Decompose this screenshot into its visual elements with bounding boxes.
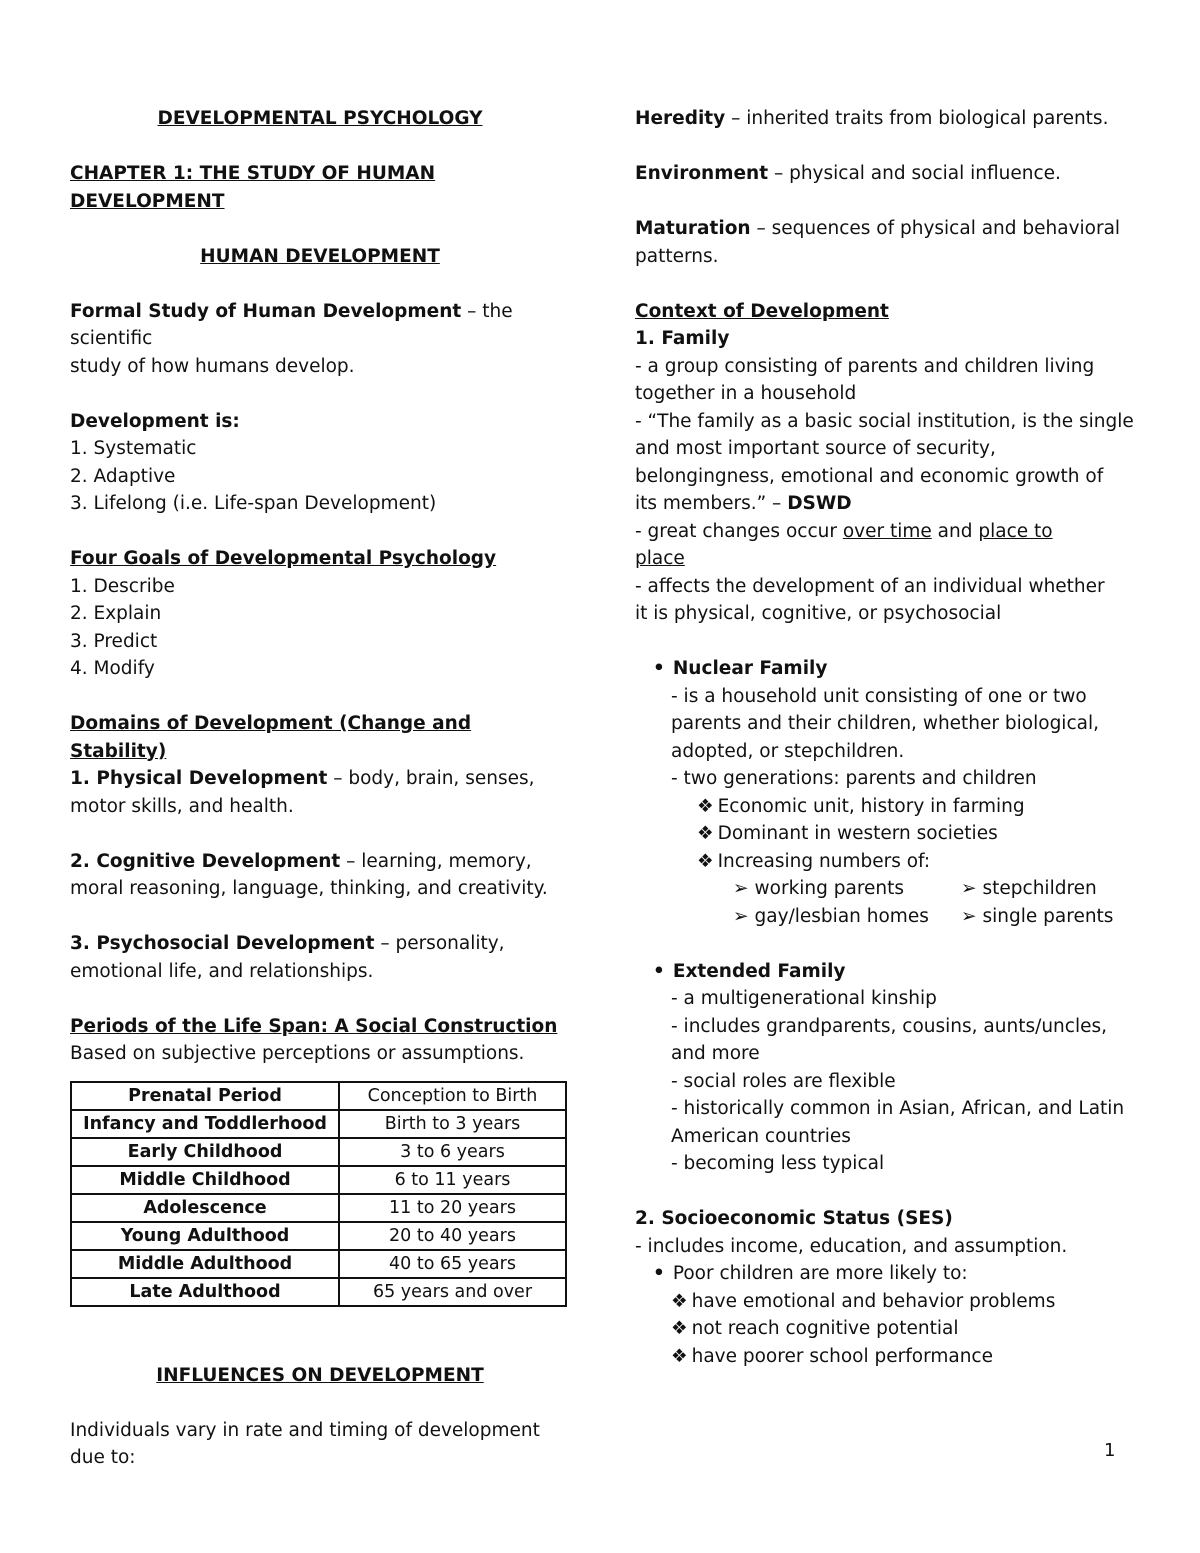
- ses-bullet: • Poor children are more likely to:: [635, 1260, 1135, 1288]
- extended-line: - includes grandparents, cousins, aunts/uncles,: [671, 1015, 1107, 1037]
- list-item: 1. Systematic: [70, 438, 197, 459]
- nuclear-diamond-item: ❖ Increasing numbers of:: [635, 848, 1135, 876]
- extended-line: - historically common in Asian, African, and Latin: [671, 1098, 1125, 1119]
- ses-diamond-item: ❖ have emotional and behavior problems: [635, 1288, 1135, 1316]
- nuclear-diamond-item: ❖ Dominant in western societies: [635, 820, 1135, 848]
- extended-line: - becoming less typical: [671, 1153, 885, 1174]
- extended-line: and more: [671, 1043, 760, 1064]
- period-name: Prenatal Period: [71, 1082, 339, 1110]
- table-row: [71, 1250, 566, 1278]
- domains-heading: Domains of Development (Change and Stability): [70, 713, 472, 762]
- influences-text-cont: due to:: [70, 1447, 136, 1468]
- list-item: 3. Predict: [70, 630, 158, 652]
- influences-heading: INFLUENCES ON DEVELOPMENT: [156, 1364, 484, 1386]
- arrow-item: ➢ gay/lesbian homes: [733, 903, 961, 931]
- nuclear-diamond-item: ❖ Economic unit, history in farming: [635, 793, 1135, 821]
- psychosocial-development: 3. Psychosocial Development – personality,: [70, 933, 505, 954]
- table-row: [71, 1110, 566, 1138]
- ses-diamond-item: ❖ have poorer school performance: [635, 1343, 1135, 1371]
- family-changes-cont: place: [635, 548, 685, 569]
- arrow-item: ➢ stepchildren: [961, 875, 1097, 903]
- list-item: 2. Adaptive: [70, 465, 176, 487]
- goals-heading: Four Goals of Developmental Psychology: [70, 548, 497, 569]
- family-line: - “The family as a basic social institution, is the single: [635, 410, 1134, 432]
- section-heading: HUMAN DEVELOPMENT: [200, 245, 440, 267]
- table-row: [71, 1194, 566, 1222]
- period-name: Middle Childhood: [71, 1166, 339, 1194]
- list-item: 3. Lifelong (i.e. Life-span Development): [70, 493, 437, 514]
- ses-heading: 2. Socioeconomic Status (SES): [635, 1208, 953, 1229]
- period-range: 20 to 40 years: [339, 1222, 566, 1250]
- list-item: 2. Explain: [70, 603, 162, 624]
- physical-development-cont: motor skills, and health.: [70, 795, 294, 817]
- psychosocial-development-cont: emotional life, and relationships.: [70, 960, 374, 982]
- physical-development: 1. Physical Development – body, brain, senses,: [70, 768, 535, 789]
- left-column: [70, 105, 570, 1472]
- cognitive-development: 2. Cognitive Development – learning, memory,: [70, 850, 532, 872]
- family-affects: - affects the development of an individual whether: [635, 575, 1105, 597]
- document-title: DEVELOPMENTAL PSYCHOLOGY: [157, 108, 483, 129]
- formal-study-definition-cont: study of how humans develop.: [70, 355, 355, 377]
- page-number: 1: [1104, 1440, 1116, 1461]
- table-row: [71, 1082, 566, 1110]
- influences-text: Individuals vary in rate and timing of development: [70, 1419, 540, 1441]
- heredity-definition: Heredity – inherited traits from biological parents.: [635, 108, 1109, 129]
- context-heading: Context of Development: [635, 300, 889, 322]
- extended-line: - a multigenerational kinship: [671, 988, 937, 1009]
- chapter-heading: CHAPTER 1: THE STUDY OF HUMAN DEVELOPMENT: [70, 163, 436, 212]
- arrow-item: ➢ single parents: [961, 903, 1113, 931]
- period-range: Birth to 3 years: [339, 1110, 566, 1138]
- nuclear-line: parents and their children, whether biological,: [671, 713, 1099, 734]
- period-name: Middle Adulthood: [71, 1250, 339, 1278]
- formal-study-definition: Formal Study of Human Development – the scientific: [70, 300, 513, 349]
- arrow-row: [635, 903, 1135, 931]
- cognitive-development-cont: moral reasoning, language, thinking, and creativity.: [70, 878, 548, 899]
- family-affects-cont: it is physical, cognitive, or psychosocial: [635, 603, 1002, 624]
- extended-line: - social roles are flexible: [671, 1070, 896, 1092]
- period-name: Young Adulthood: [71, 1222, 339, 1250]
- family-line: - a group consisting of parents and children living: [635, 355, 1095, 377]
- period-range: Conception to Birth: [339, 1082, 566, 1110]
- extended-line: American countries: [671, 1125, 851, 1147]
- extended-family-heading: • Extended Family: [635, 958, 1135, 986]
- arrow-row: [635, 875, 1135, 903]
- table-row: [71, 1138, 566, 1166]
- period-range: 40 to 65 years: [339, 1250, 566, 1278]
- table-row: [71, 1166, 566, 1194]
- periods-subtitle: Based on subjective perceptions or assumptions.: [70, 1043, 525, 1064]
- periods-heading: Periods of the Life Span: A Social Construction: [70, 1015, 558, 1037]
- table-row: [71, 1278, 566, 1306]
- period-range: 65 years and over: [339, 1278, 566, 1306]
- period-name: Early Childhood: [71, 1138, 339, 1166]
- period-range: 6 to 11 years: [339, 1166, 566, 1194]
- maturation-definition-cont: patterns.: [635, 245, 719, 267]
- nuclear-line: - two generations: parents and children: [671, 768, 1037, 789]
- family-line: together in a household: [635, 383, 857, 404]
- list-item: 1. Describe: [70, 575, 175, 597]
- nuclear-family-heading: • Nuclear Family: [635, 655, 1135, 683]
- arrow-item: ➢ working parents: [733, 875, 961, 903]
- table-row: [71, 1222, 566, 1250]
- period-range: 3 to 6 years: [339, 1138, 566, 1166]
- period-name: Infancy and Toddlerhood: [71, 1110, 339, 1138]
- maturation-definition: Maturation – sequences of physical and behavioral: [635, 218, 1121, 239]
- life-span-periods-table: [70, 1081, 567, 1307]
- ses-line: - includes income, education, and assumption.: [635, 1235, 1068, 1257]
- period-range: 11 to 20 years: [339, 1194, 566, 1222]
- nuclear-line: - is a household unit consisting of one or two: [671, 685, 1087, 707]
- family-line: belongingness, emotional and economic growth of: [635, 465, 1104, 487]
- period-name: Adolescence: [71, 1194, 339, 1222]
- list-item: 4. Modify: [70, 658, 155, 679]
- ses-diamond-item: ❖ not reach cognitive potential: [635, 1315, 1135, 1343]
- family-changes: - great changes occur over time and place to: [635, 520, 1053, 542]
- family-quote-end: its members.” – DSWD: [635, 493, 852, 514]
- nuclear-line: adopted, or stepchildren.: [671, 740, 905, 762]
- family-heading: 1. Family: [635, 328, 730, 349]
- period-name: Late Adulthood: [71, 1278, 339, 1306]
- environment-definition: Environment – physical and social influence.: [635, 163, 1061, 184]
- right-column: [635, 105, 1135, 1370]
- development-is-heading: Development is:: [70, 410, 240, 432]
- family-line: and most important source of security,: [635, 438, 996, 459]
